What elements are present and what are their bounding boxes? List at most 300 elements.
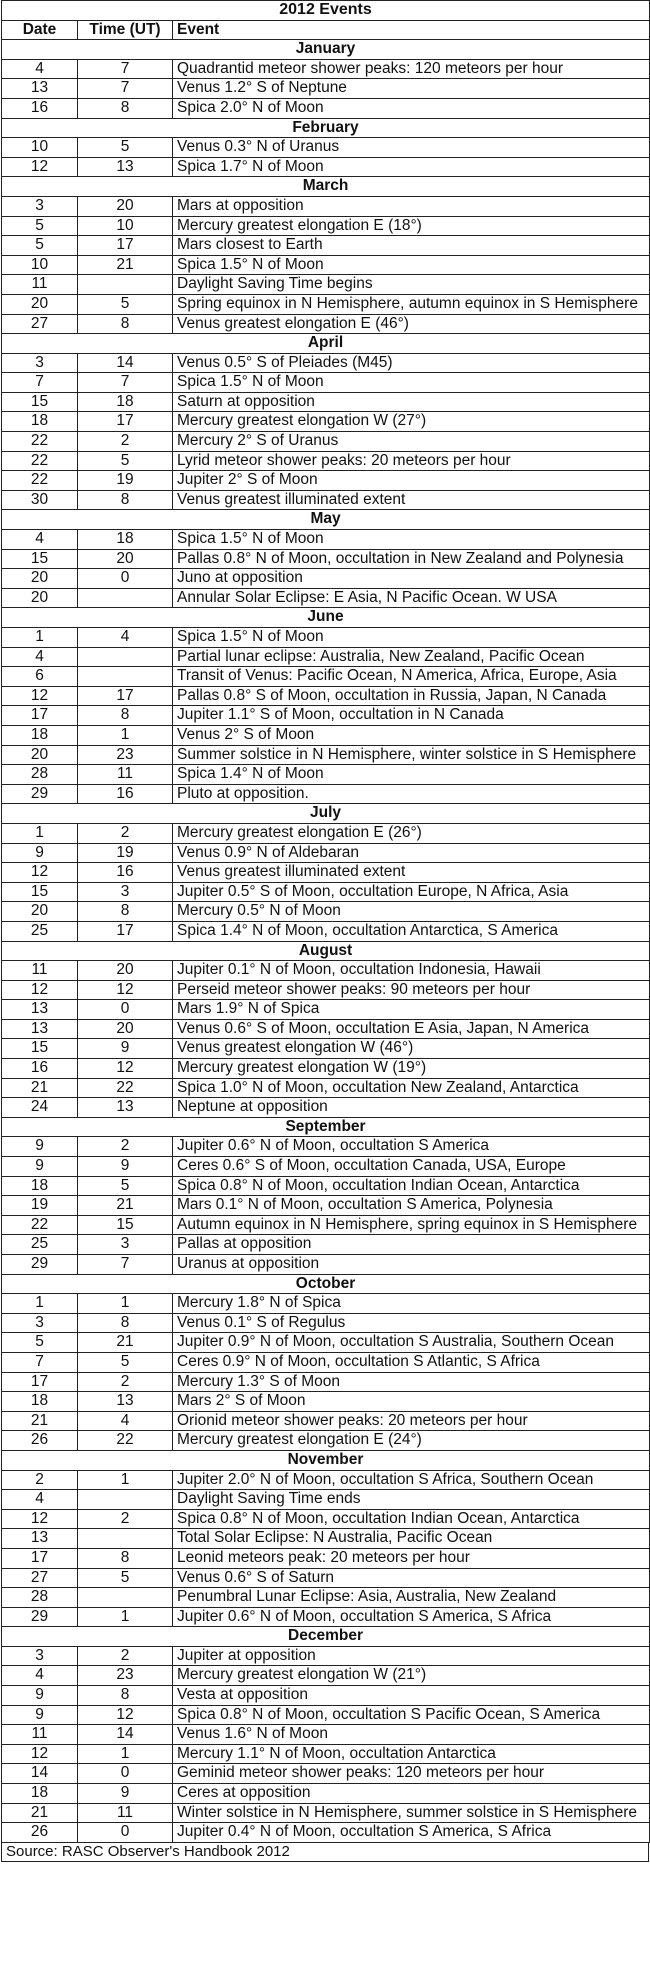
event-row	[2, 1255, 650, 1275]
event-row	[2, 236, 650, 256]
month-row	[2, 40, 650, 60]
event-time	[78, 588, 173, 608]
event-row	[2, 1294, 650, 1314]
event-description: Spica 1.5° N of Moon	[173, 628, 650, 648]
event-description: Pallas 0.8° S of Moon, occultation in Russia, Japan, N Canada	[173, 686, 650, 706]
event-row	[2, 79, 650, 99]
event-time: 0	[78, 1823, 173, 1843]
events-document	[1, 0, 649, 1862]
event-description: Pallas 0.8° N of Moon, occultation in New Zealand and Polynesia	[173, 549, 650, 569]
event-description: Venus 2° S of Moon	[173, 725, 650, 745]
event-date: 28	[2, 1588, 78, 1608]
event-description: Mercury greatest elongation W (21°)	[173, 1666, 650, 1686]
event-description: Mars 0.1° N of Moon, occultation S America, Polynesia	[173, 1196, 650, 1216]
event-date: 22	[2, 451, 78, 471]
event-description: Partial lunar eclipse: Australia, New Zealand, Pacific Ocean	[173, 647, 650, 667]
event-date: 11	[2, 1725, 78, 1745]
event-row	[2, 157, 650, 177]
event-row	[2, 1411, 650, 1431]
event-date: 9	[2, 843, 78, 863]
month-heading: August	[2, 941, 650, 961]
event-row	[2, 706, 650, 726]
event-row	[2, 1607, 650, 1627]
event-row	[2, 1372, 650, 1392]
event-header: Event	[173, 20, 650, 40]
event-time: 8	[78, 1686, 173, 1706]
event-date: 18	[2, 725, 78, 745]
event-date: 30	[2, 490, 78, 510]
event-row	[2, 1059, 650, 1079]
event-time: 13	[78, 1392, 173, 1412]
event-description: Spica 1.4° N of Moon, occultation Antarctica, S America	[173, 921, 650, 941]
event-time: 17	[78, 236, 173, 256]
event-description: Spica 0.8° N of Moon, occultation S Pacific Ocean, S America	[173, 1705, 650, 1725]
event-description: Juno at opposition	[173, 569, 650, 589]
event-row	[2, 1764, 650, 1784]
event-description: Neptune at opposition	[173, 1098, 650, 1118]
event-date: 24	[2, 1098, 78, 1118]
event-time: 7	[78, 1255, 173, 1275]
event-date: 15	[2, 882, 78, 902]
event-row	[2, 902, 650, 922]
event-time: 0	[78, 1764, 173, 1784]
event-date: 18	[2, 1784, 78, 1804]
event-description: Spica 1.5° N of Moon	[173, 255, 650, 275]
event-row	[2, 1529, 650, 1549]
event-row	[2, 432, 650, 452]
event-row	[2, 549, 650, 569]
month-row	[2, 118, 650, 138]
event-date: 26	[2, 1431, 78, 1451]
event-date: 1	[2, 1294, 78, 1314]
event-description: Daylight Saving Time begins	[173, 275, 650, 295]
event-date: 2	[2, 1470, 78, 1490]
event-date: 1	[2, 628, 78, 648]
event-description: Geminid meteor shower peaks: 120 meteors per hour	[173, 1764, 650, 1784]
event-description: Lyrid meteor shower peaks: 20 meteors per hour	[173, 451, 650, 471]
event-date: 29	[2, 1607, 78, 1627]
event-description: Perseid meteor shower peaks: 90 meteors per hour	[173, 980, 650, 1000]
event-date: 17	[2, 706, 78, 726]
event-date: 5	[2, 216, 78, 236]
month-row	[2, 1274, 650, 1294]
event-date: 9	[2, 1137, 78, 1157]
event-date: 1	[2, 823, 78, 843]
event-date: 21	[2, 1803, 78, 1823]
event-date: 9	[2, 1157, 78, 1177]
event-date: 17	[2, 1548, 78, 1568]
month-heading: September	[2, 1117, 650, 1137]
event-date: 22	[2, 1215, 78, 1235]
event-description: Venus 0.6° S of Saturn	[173, 1568, 650, 1588]
event-time: 17	[78, 686, 173, 706]
event-description: Mercury 2° S of Uranus	[173, 432, 650, 452]
event-description: Venus 0.9° N of Aldebaran	[173, 843, 650, 863]
event-description: Annular Solar Eclipse: E Asia, N Pacific Ocean. W USA	[173, 588, 650, 608]
event-description: Venus 0.5° S of Pleiades (M45)	[173, 353, 650, 373]
event-time: 12	[78, 1705, 173, 1725]
event-time: 2	[78, 1137, 173, 1157]
event-row	[2, 1803, 650, 1823]
event-time: 15	[78, 1215, 173, 1235]
event-description: Mercury greatest elongation E (24°)	[173, 1431, 650, 1451]
event-time: 9	[78, 1039, 173, 1059]
event-time: 11	[78, 1803, 173, 1823]
event-description: Jupiter 0.9° N of Moon, occultation S Australia, Southern Ocean	[173, 1333, 650, 1353]
event-time: 1	[78, 1744, 173, 1764]
event-time: 3	[78, 1235, 173, 1255]
event-date: 29	[2, 784, 78, 804]
event-row	[2, 725, 650, 745]
event-date: 20	[2, 588, 78, 608]
event-time: 5	[78, 451, 173, 471]
event-row	[2, 530, 650, 550]
event-description: Ceres at opposition	[173, 1784, 650, 1804]
event-time: 11	[78, 765, 173, 785]
event-date: 13	[2, 1000, 78, 1020]
event-date: 7	[2, 373, 78, 393]
event-row	[2, 1392, 650, 1412]
event-description: Ceres 0.6° S of Moon, occultation Canada, USA, Europe	[173, 1157, 650, 1177]
event-date: 4	[2, 1666, 78, 1686]
event-row	[2, 667, 650, 687]
event-row	[2, 1548, 650, 1568]
event-date: 3	[2, 196, 78, 216]
event-description: Pluto at opposition.	[173, 784, 650, 804]
table-title: 2012 Events	[2, 1, 650, 21]
event-date: 7	[2, 1352, 78, 1372]
event-time: 7	[78, 59, 173, 79]
event-date: 13	[2, 79, 78, 99]
event-date: 5	[2, 236, 78, 256]
event-time	[78, 647, 173, 667]
event-row	[2, 196, 650, 216]
event-time	[78, 667, 173, 687]
event-time: 23	[78, 745, 173, 765]
event-date: 12	[2, 980, 78, 1000]
event-description: Ceres 0.9° N of Moon, occultation S Atlantic, S Africa	[173, 1352, 650, 1372]
event-date: 10	[2, 138, 78, 158]
event-date: 13	[2, 1019, 78, 1039]
event-row	[2, 1098, 650, 1118]
month-row	[2, 1627, 650, 1647]
event-row	[2, 1431, 650, 1451]
event-date: 3	[2, 1646, 78, 1666]
source-note: Source: RASC Observer's Handbook 2012	[1, 1843, 649, 1862]
event-date: 4	[2, 530, 78, 550]
event-time: 17	[78, 921, 173, 941]
event-description: Jupiter 1.1° S of Moon, occultation in N Canada	[173, 706, 650, 726]
event-description: Venus 1.2° S of Neptune	[173, 79, 650, 99]
month-heading: February	[2, 118, 650, 138]
event-description: Jupiter 0.4° N of Moon, occultation S America, S Africa	[173, 1823, 650, 1843]
event-row	[2, 1019, 650, 1039]
event-row	[2, 1157, 650, 1177]
event-time: 12	[78, 1059, 173, 1079]
event-description: Leonid meteors peak: 20 meteors per hour	[173, 1548, 650, 1568]
event-time: 0	[78, 569, 173, 589]
event-description: Daylight Saving Time ends	[173, 1490, 650, 1510]
event-time: 23	[78, 1666, 173, 1686]
event-row	[2, 471, 650, 491]
event-date: 28	[2, 765, 78, 785]
event-description: Spica 2.0° N of Moon	[173, 98, 650, 118]
event-time: 2	[78, 1646, 173, 1666]
event-description: Mercury 1.3° S of Moon	[173, 1372, 650, 1392]
event-date: 12	[2, 686, 78, 706]
event-description: Quadrantid meteor shower peaks: 120 meteors per hour	[173, 59, 650, 79]
event-row	[2, 1568, 650, 1588]
event-date: 16	[2, 1059, 78, 1079]
event-description: Winter solstice in N Hemisphere, summer solstice in S Hemisphere	[173, 1803, 650, 1823]
event-row	[2, 412, 650, 432]
event-time: 7	[78, 79, 173, 99]
event-date: 18	[2, 1392, 78, 1412]
event-row	[2, 1313, 650, 1333]
events-table	[1, 0, 650, 1843]
event-description: Venus greatest illuminated extent	[173, 863, 650, 883]
event-time: 13	[78, 1098, 173, 1118]
event-row	[2, 843, 650, 863]
event-description: Transit of Venus: Pacific Ocean, N America, Africa, Europe, Asia	[173, 667, 650, 687]
event-description: Jupiter 0.1° N of Moon, occultation Indonesia, Hawaii	[173, 961, 650, 981]
event-time: 14	[78, 353, 173, 373]
event-description: Pallas at opposition	[173, 1235, 650, 1255]
event-date: 5	[2, 1333, 78, 1353]
event-row	[2, 882, 650, 902]
event-time: 19	[78, 843, 173, 863]
event-time: 8	[78, 1548, 173, 1568]
event-description: Saturn at opposition	[173, 392, 650, 412]
event-row	[2, 569, 650, 589]
event-time	[78, 275, 173, 295]
event-description: Spica 1.5° N of Moon	[173, 530, 650, 550]
event-time: 13	[78, 157, 173, 177]
event-description: Mercury greatest elongation E (26°)	[173, 823, 650, 843]
event-time: 20	[78, 961, 173, 981]
event-date: 15	[2, 392, 78, 412]
event-date: 4	[2, 1490, 78, 1510]
event-time	[78, 1529, 173, 1549]
event-date: 12	[2, 863, 78, 883]
month-row	[2, 941, 650, 961]
month-heading: June	[2, 608, 650, 628]
event-row	[2, 921, 650, 941]
event-date: 12	[2, 1744, 78, 1764]
event-row	[2, 1352, 650, 1372]
event-date: 6	[2, 667, 78, 687]
event-date: 4	[2, 59, 78, 79]
event-time: 22	[78, 1078, 173, 1098]
event-description: Mars 2° S of Moon	[173, 1392, 650, 1412]
month-heading: January	[2, 40, 650, 60]
event-row	[2, 1000, 650, 1020]
month-heading: December	[2, 1627, 650, 1647]
event-row	[2, 255, 650, 275]
time-header: Time (UT)	[78, 20, 173, 40]
month-row	[2, 1117, 650, 1137]
event-description: Venus 0.1° S of Regulus	[173, 1313, 650, 1333]
event-description: Mercury 1.8° N of Spica	[173, 1294, 650, 1314]
event-date: 20	[2, 745, 78, 765]
event-description: Venus 0.6° S of Moon, occultation E Asia, Japan, N America	[173, 1019, 650, 1039]
event-row	[2, 1686, 650, 1706]
event-time: 21	[78, 1196, 173, 1216]
event-description: Spica 1.0° N of Moon, occultation New Zealand, Antarctica	[173, 1078, 650, 1098]
event-date: 15	[2, 1039, 78, 1059]
month-row	[2, 334, 650, 354]
event-description: Penumbral Lunar Eclipse: Asia, Australia, New Zealand	[173, 1588, 650, 1608]
event-row	[2, 765, 650, 785]
event-time: 20	[78, 1019, 173, 1039]
event-row	[2, 784, 650, 804]
event-time: 2	[78, 1509, 173, 1529]
event-row	[2, 745, 650, 765]
event-time: 12	[78, 980, 173, 1000]
event-time	[78, 1490, 173, 1510]
event-time: 5	[78, 1176, 173, 1196]
event-row	[2, 314, 650, 334]
event-description: Uranus at opposition	[173, 1255, 650, 1275]
event-description: Spica 0.8° N of Moon, occultation Indian Ocean, Antarctica	[173, 1509, 650, 1529]
event-time: 5	[78, 1352, 173, 1372]
event-date: 27	[2, 314, 78, 334]
event-description: Autumn equinox in N Hemisphere, spring equinox in S Hemisphere	[173, 1215, 650, 1235]
event-description: Mars 1.9° N of Spica	[173, 1000, 650, 1020]
month-heading: March	[2, 177, 650, 197]
event-description: Mercury 0.5° N of Moon	[173, 902, 650, 922]
event-date: 22	[2, 432, 78, 452]
event-time: 10	[78, 216, 173, 236]
event-time: 19	[78, 471, 173, 491]
event-description: Spica 0.8° N of Moon, occultation Indian Ocean, Antarctica	[173, 1176, 650, 1196]
event-row	[2, 1646, 650, 1666]
event-time: 8	[78, 98, 173, 118]
event-time: 17	[78, 412, 173, 432]
event-row	[2, 490, 650, 510]
event-time: 16	[78, 784, 173, 804]
event-description: Spica 1.5° N of Moon	[173, 373, 650, 393]
event-row	[2, 588, 650, 608]
event-time: 1	[78, 1294, 173, 1314]
event-time: 5	[78, 294, 173, 314]
event-row	[2, 353, 650, 373]
event-time: 8	[78, 490, 173, 510]
event-date: 11	[2, 961, 78, 981]
event-row	[2, 823, 650, 843]
event-description: Jupiter 2° S of Moon	[173, 471, 650, 491]
event-time: 8	[78, 314, 173, 334]
event-description: Jupiter at opposition	[173, 1646, 650, 1666]
month-heading: May	[2, 510, 650, 530]
event-row	[2, 1744, 650, 1764]
event-time: 18	[78, 530, 173, 550]
event-time: 21	[78, 1333, 173, 1353]
event-description: Jupiter 0.6° N of Moon, occultation S America, S Africa	[173, 1607, 650, 1627]
event-date: 20	[2, 569, 78, 589]
event-row	[2, 451, 650, 471]
event-time: 18	[78, 392, 173, 412]
event-date: 27	[2, 1568, 78, 1588]
event-row	[2, 980, 650, 1000]
event-date: 12	[2, 157, 78, 177]
event-row	[2, 1137, 650, 1157]
event-description: Venus greatest illuminated extent	[173, 490, 650, 510]
header-row	[2, 20, 650, 40]
event-description: Venus 0.3° N of Uranus	[173, 138, 650, 158]
event-row	[2, 1823, 650, 1843]
event-time: 9	[78, 1784, 173, 1804]
event-description: Venus 1.6° N of Moon	[173, 1725, 650, 1745]
event-time: 3	[78, 882, 173, 902]
event-description: Mercury greatest elongation W (27°)	[173, 412, 650, 432]
event-row	[2, 138, 650, 158]
event-date: 15	[2, 549, 78, 569]
month-row	[2, 608, 650, 628]
month-row	[2, 1450, 650, 1470]
event-row	[2, 1470, 650, 1490]
event-date: 18	[2, 1176, 78, 1196]
month-heading: July	[2, 804, 650, 824]
month-row	[2, 177, 650, 197]
event-description: Summer solstice in N Hemisphere, winter solstice in S Hemisphere	[173, 745, 650, 765]
event-time: 4	[78, 1411, 173, 1431]
event-time: 16	[78, 863, 173, 883]
event-time: 8	[78, 1313, 173, 1333]
event-description: Jupiter 2.0° N of Moon, occultation S Africa, Southern Ocean	[173, 1470, 650, 1490]
date-header: Date	[2, 20, 78, 40]
event-row	[2, 1215, 650, 1235]
event-date: 25	[2, 921, 78, 941]
event-row	[2, 373, 650, 393]
event-date: 19	[2, 1196, 78, 1216]
event-date: 3	[2, 353, 78, 373]
event-date: 3	[2, 1313, 78, 1333]
event-description: Orionid meteor shower peaks: 20 meteors per hour	[173, 1411, 650, 1431]
event-row	[2, 647, 650, 667]
event-time: 2	[78, 432, 173, 452]
event-row	[2, 392, 650, 412]
event-row	[2, 1078, 650, 1098]
events-body	[2, 40, 650, 1843]
event-row	[2, 1333, 650, 1353]
event-date: 20	[2, 902, 78, 922]
event-description: Mercury greatest elongation E (18°)	[173, 216, 650, 236]
event-row	[2, 1784, 650, 1804]
event-row	[2, 59, 650, 79]
event-date: 26	[2, 1823, 78, 1843]
event-date: 21	[2, 1411, 78, 1431]
event-time: 1	[78, 1470, 173, 1490]
month-row	[2, 804, 650, 824]
event-date: 20	[2, 294, 78, 314]
event-description: Mars at opposition	[173, 196, 650, 216]
event-time: 5	[78, 1568, 173, 1588]
event-row	[2, 1725, 650, 1745]
event-time: 20	[78, 549, 173, 569]
event-row	[2, 1509, 650, 1529]
event-row	[2, 1588, 650, 1608]
event-description: Mercury 1.1° N of Moon, occultation Antarctica	[173, 1744, 650, 1764]
month-heading: October	[2, 1274, 650, 1294]
event-row	[2, 1490, 650, 1510]
event-time: 0	[78, 1000, 173, 1020]
event-time: 20	[78, 196, 173, 216]
event-row	[2, 1176, 650, 1196]
event-description: Vesta at opposition	[173, 1686, 650, 1706]
event-date: 9	[2, 1686, 78, 1706]
event-description: Jupiter 0.5° S of Moon, occultation Europe, N Africa, Asia	[173, 882, 650, 902]
